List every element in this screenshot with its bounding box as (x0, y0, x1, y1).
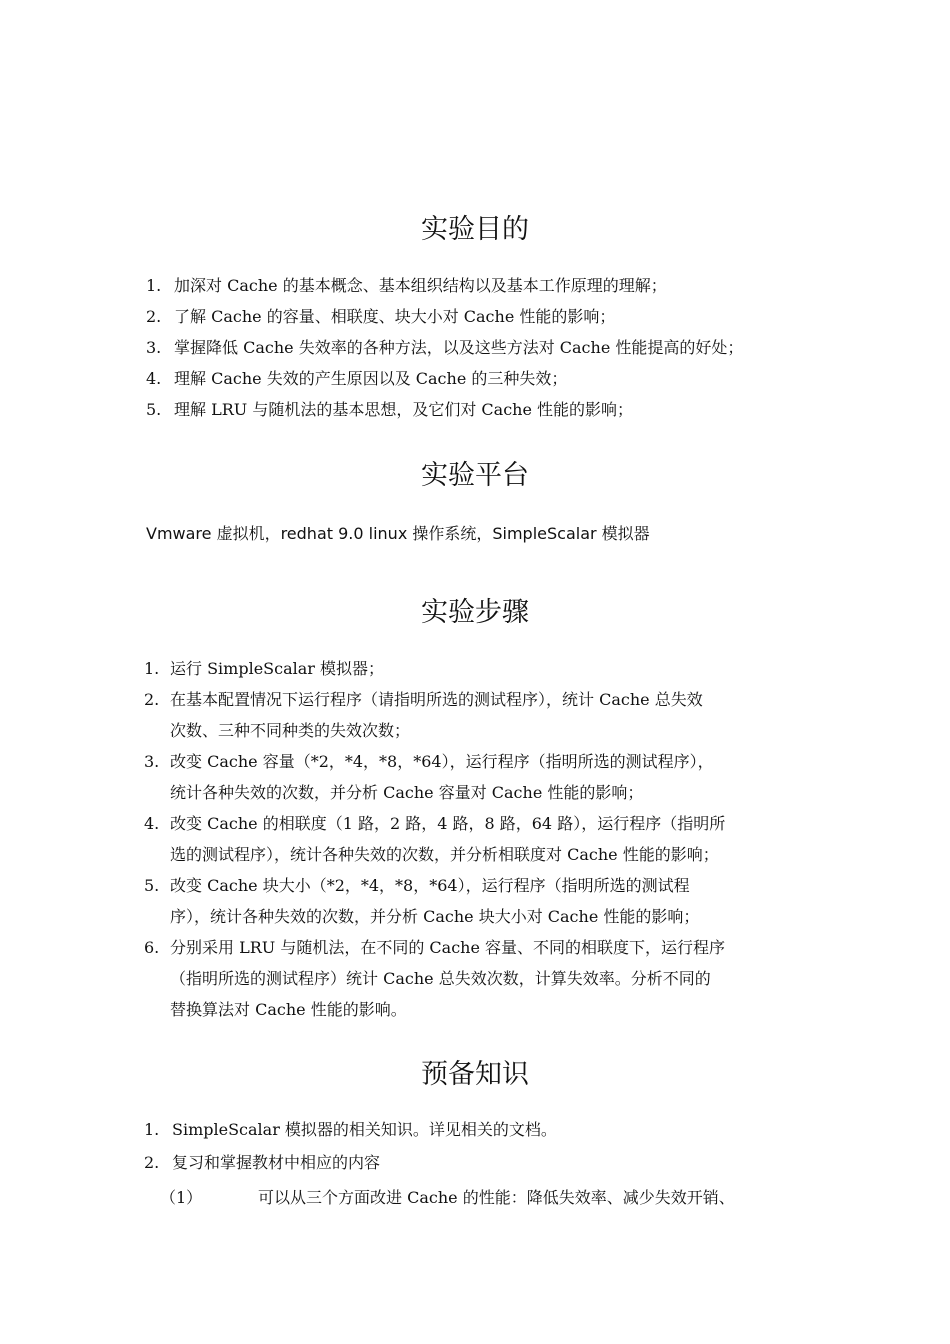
item-number: 4. (144, 814, 160, 833)
item-text: 改变 Cache 块大小（*2，*4，*8，*64），运行程序（指明所选的测试程 序），统计各种失效的次数，并分析 Cache 块大小对 Cache 性能的影响； (170, 876, 700, 926)
item-number: 3. (144, 752, 160, 771)
item-text: 在基本配置情况下运行程序（请指明所选的测试程序），统计 Cache 总失效 次数、三种不同种类的失效次数； (170, 690, 703, 740)
section-title-steps: 实验步骤 (421, 597, 529, 628)
item-number: 1. (144, 659, 160, 678)
item-text: 理解 LRU 与随机法的基本思想，及它们对 Cache 性能的影响； (174, 400, 634, 419)
item-text: SimpleScalar 模拟器的相关知识。详见相关的文档。 (172, 1120, 557, 1139)
item-number: 3. (146, 338, 162, 357)
sub-item-number: （1） (160, 1188, 203, 1207)
item-text: 理解 Cache 失效的产生原因以及 Cache 的三种失效； (174, 369, 568, 388)
item-number: 2. (146, 307, 162, 326)
item-text: 分别采用 LRU 与随机法，在不同的 Cache 容量、不同的相联度下，运行程序 （指明所选的测试程序）统计 Cache 总失效次数，计算失效率。分析不同的 替换算法对 Cache 性能的影响。 (170, 938, 726, 1019)
item-text: 加深对 Cache 的基本概念、基本组织结构以及基本工作原理的理解； (174, 276, 667, 295)
item-text: 改变 Cache 容量（*2，*4，*8，*64），运行程序（指明所选的测试程序）， 统计各种失效的次数，并分析 Cache 容量对 Cache 性能的影响； (170, 752, 714, 802)
item-text: 运行 SimpleScalar 模拟器； (170, 659, 385, 678)
item-number: 5. (146, 400, 162, 419)
item-number: 4. (146, 369, 162, 388)
item-number: 6. (144, 938, 160, 957)
platform-text: Vmware 虚拟机，redhat 9.0 linux 操作系统，SimpleScalar 模拟器 (146, 524, 650, 543)
item-text: 掌握降低 Cache 失效率的各种方法，以及这些方法对 Cache 性能提高的好处； (174, 338, 744, 357)
item-number: 1. (146, 276, 162, 295)
item-text: 改变 Cache 的相联度（1 路，2 路，4 路，8 路，64 路），运行程序（指明所 选的测试程序），统计各种失效的次数，并分析相联度对 Cache 性能的影响； (170, 814, 726, 864)
section-title-prep: 预备知识 (421, 1059, 529, 1090)
section-title-purpose: 实验目的 (421, 214, 529, 245)
sub-item-text: 可以从三个方面改进 Cache 的性能：降低失效率、减少失效开销、 (258, 1188, 735, 1207)
item-number: 1. (144, 1120, 160, 1139)
item-text: 复习和掌握教材中相应的内容 (172, 1153, 381, 1172)
item-number: 5. (144, 876, 160, 895)
item-number: 2. (144, 690, 160, 709)
item-number: 2. (144, 1153, 160, 1172)
section-title-platform: 实验平台 (421, 460, 529, 491)
item-text: 了解 Cache 的容量、相联度、块大小对 Cache 性能的影响； (174, 307, 616, 326)
